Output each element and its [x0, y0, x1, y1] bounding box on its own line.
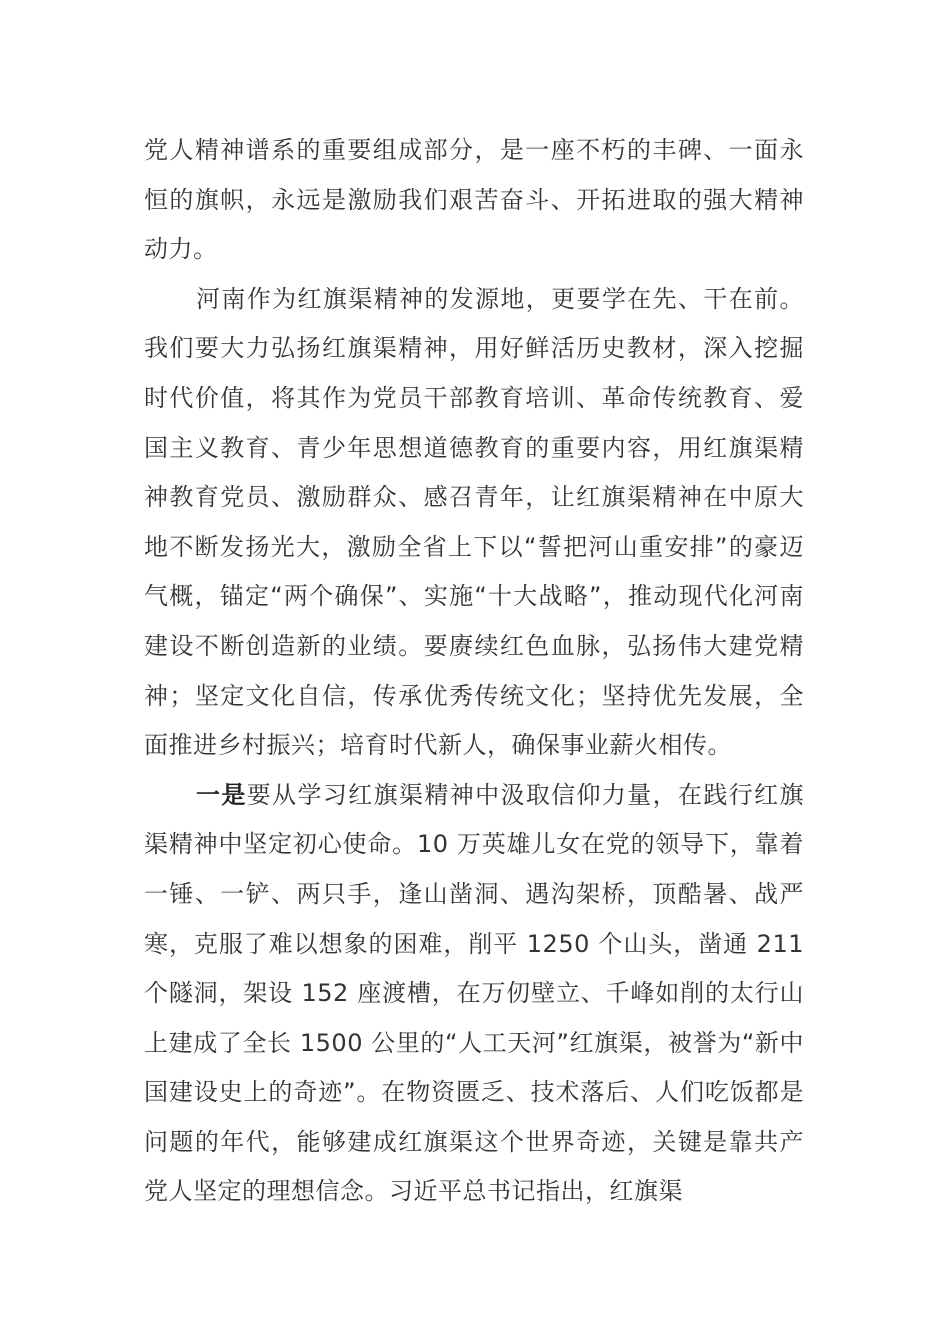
paragraph-3-lead: 一是 [196, 780, 247, 809]
paragraph-2-text: 河南作为红旗渠精神的发源地，更要学在先、干在前。我们要大力弘扬红旗渠精神，用好鲜活历史教材，深入挖掘时代价值，将其作为党员干部教育培训、革命传统教育、爱国主义教育、青少年思想道德教育的重要内容，用红旗渠精神教育党员、激励群众、感召青年，让红旗渠精神在中原大地不断发扬光大，激励全省上下以“誓把河山重安排”的豪迈气概，锚定“两个确保”、实施“十大战略”，推动现代化河南建设不断创造新的业绩。要赓续红色血脉，弘扬伟大建党精神；坚定文化自信，传承优秀传统文化；坚持优先发展，全面推进乡村振兴；培育时代新人，确保事业薪火相传。 [144, 284, 804, 760]
paragraph-2 [144, 275, 804, 771]
paragraph-3-text: 要从学习红旗渠精神中汲取信仰力量，在践行红旗渠精神中坚定初心使命。10 万英雄儿女在党的领导下，靠着一锤、一铲、两只手，逢山凿洞、遇沟架桥，顶酷暑、战严寒，克服了难以想象的困难，削平 1250 个山头，凿通 211 个隧洞，架设 152 座渡槽，在万仞壁立、千峰如削的太行山上建成了全长 1500 公里的“人工天河”红旗渠，被誉为“新中国建设史上的奇迹”。在物资匮乏、技术落后、人们吃饭都是问题的年代，能够建成红旗渠这个世界奇迹，关键是靠共产党人坚定的理想信念。习近平总书记指出，红旗渠 [144, 780, 805, 1206]
document-body [144, 126, 804, 1217]
paragraph-3 [144, 771, 804, 1217]
paragraph-1-text: 党人精神谱系的重要组成部分，是一座不朽的丰碑、一面永恒的旗帜，永远是激励我们艰苦奋斗、开拓进取的强大精神动力。 [144, 136, 804, 264]
paragraph-1 [144, 126, 804, 275]
